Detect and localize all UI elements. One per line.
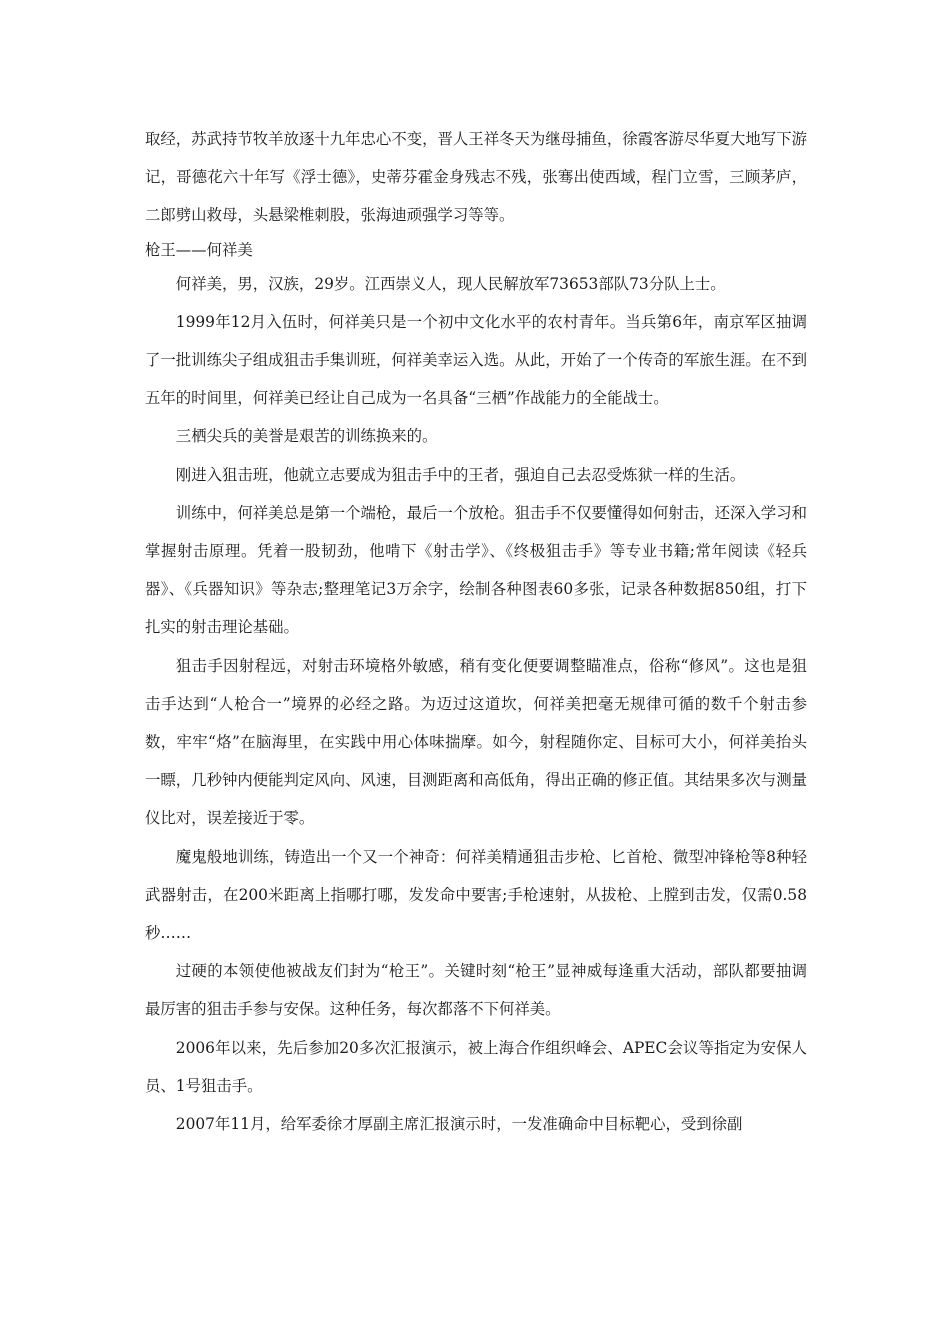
paragraph-intro-continued: 取经，苏武持节牧羊放逐十九年忠心不变，晋人王祥冬天为继母捕鱼，徐霞客游尽华夏大地写下游记，哥德花六十年写《浮士德》，史蒂芬霍金身残志不残，张骞出使西域，程门立雪，三顾茅庐，二郎劈山救母，头悬梁椎刺股，张海迪顽强学习等等。	[145, 130, 807, 225]
paragraph-gun-king: 过硬的本领使他被战友们封为“枪王”。关键时刻“枪王”显神威每逢重大活动，部队都要抽调最厉害的狙击手参与安保。这种任务，每次都落不下何祥美。	[145, 962, 807, 1019]
document-page	[145, 120, 807, 1143]
paragraph-profile: 何祥美，男，汉族，29岁。江西崇义人，现人民解放军73653部队73分队上士。	[175, 274, 726, 293]
paragraph-sniper-ambition: 刚进入狙击班，他就立志要成为狙击手中的王者，强迫自己去忍受炼狱一样的生活。	[175, 465, 746, 484]
paragraph-windage: 狙击手因射程远，对射击环境格外敏感，稍有变化便要调整瞄准点，俗称“修风”。这也是狙击手达到“人枪合一”境界的必经之路。为迈过这道坎，何祥美把毫无规律可循的数千个射击参数，牢牢“烙”在脑海里，在实践中用心体味揣摩。如今，射程随你定、目标可大小，何祥美抬头一瞟，几秒钟内便能判定风向、风速，目测距离和高低角，得出正确的修正值。其结果多次与测量仪比对，误差接近于零。	[145, 656, 807, 828]
paragraph-enlistment: 1999年12月入伍时，何祥美只是一个初中文化水平的农村青年。当兵第6年，南京军区抽调了一批训练尖子组成狙击手集训班，何祥美幸运入选。从此，开始了一个传奇的军旅生涯。在不到五年的时间里，何祥美已经让自己成为一名具备“三栖”作战能力的全能战士。	[145, 312, 807, 408]
paragraph-study: 训练中，何祥美总是第一个端枪，最后一个放枪。狙击手不仅要懂得如何射击，还深入学习和掌握射击原理。凭着一股韧劲，他啃下《射击学》、《终极狙击手》等专业书籍;常年阅读《轻兵器》、《兵器知识》等杂志;整理笔记3万余字，绘制各种图表60多张，记录各种数据850组，打下扎实的射击理论基础。	[145, 503, 807, 637]
paragraph-weapons-mastery: 魔鬼般地训练，铸造出一个又一个神奇：何祥美精通狙击步枪、匕首枪、微型冲锋枪等8种轻武器射击，在200米距离上指哪打哪，发发命中要害;手枪速射，从拔枪、上膛到击发，仅需0.58秒……	[145, 847, 807, 943]
paragraph-training-reputation: 三栖尖兵的美誉是艰苦的训练换来的。	[175, 427, 438, 446]
paragraph-demonstration: 2007年11月，给军委徐才厚副主席汇报演示时，一发准确命中目标靶心，受到徐副	[175, 1115, 743, 1134]
section-heading: 枪王——何祥美	[145, 240, 253, 259]
paragraph-security-missions: 2006年以来，先后参加20多次汇报演示，被上海合作组织峰会、APEC会议等指定为安保人员、1号狙击手。	[145, 1038, 807, 1095]
